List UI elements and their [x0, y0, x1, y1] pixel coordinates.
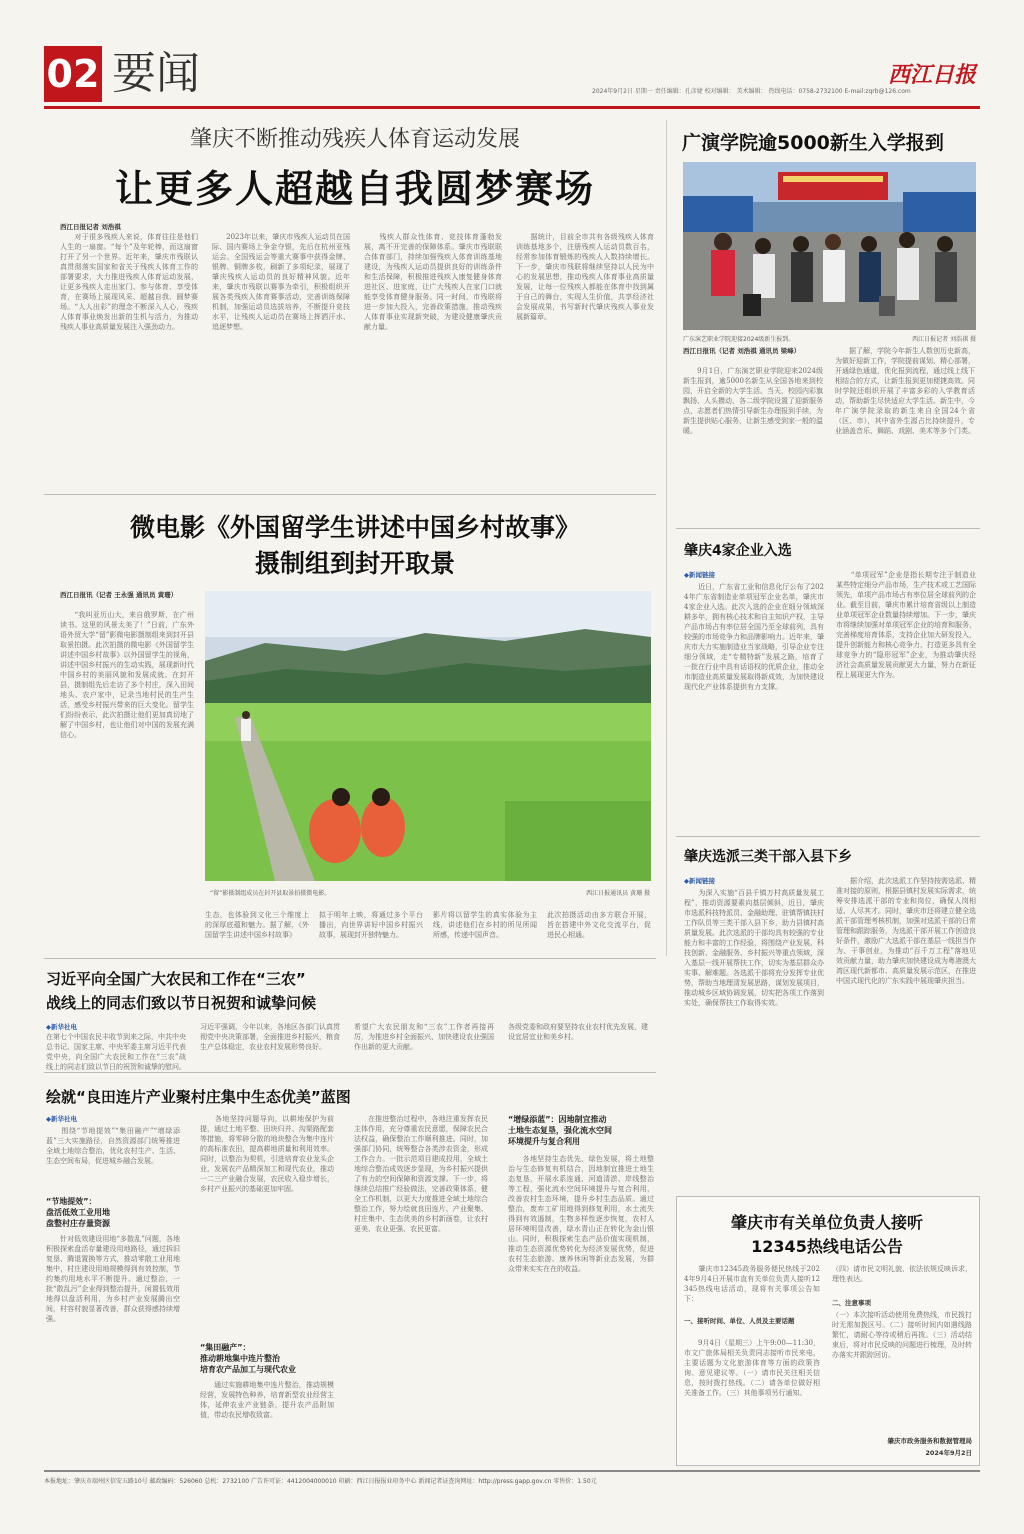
footer-info: 本报地址：肇庆市端州区信安五路10号 邮政编码：526060 总机：2732100 广告许可证：4412004000010 印刷：西江日报报业印务中心 新闻记者证查询网址：http://press.gapp.gov.cn 零售价：1.50元 [44, 1478, 597, 1485]
lead-kicker: 肇庆不断推动残疾人体育运动发展 [189, 127, 520, 152]
film-body-left: 西江日报讯（记者 王永强 通讯员 黄珊） “我叫亚历山大，来自俄罗斯，在广州读书。这里的风景太美了！”日前，广东外语外贸大学“留”影微电影摄制组来到封开县取景拍摄。此次拍摄的微电影《外国留学生讲述中国乡村故事》以外国留学生的视角，讲述中国乡村振兴的生动实践，展现新时代中国乡村的美丽风貌和发展成就。在封开县，摄制组先后走访了多个村庄，深入田间地头、农户家中，记录当地村民的生产生活，感受乡村振兴带来的巨大变化。留学生们纷纷表示，此次拍摄让他们更加真切地了解了中国乡村，也让他们对中国的发展充满信心。 [60, 591, 194, 739]
film-title-line1: 微电影《外国留学生讲述中国乡村故事》 [129, 513, 580, 542]
cadres-title: 肇庆选派三类干部入县下乡 [684, 849, 852, 865]
cadres-body: ◆新闻链接 为深入实施“百县千镇万村高质量发展工程”，推动资源要素向基层倾斜，近日，肇庆市选派科技特派员、金融助理、驻镇帮镇扶村工作队员等三类干部入县下乡，助力县镇村高质量发展。此次选派的干部均具有较强的专业能力和丰富的工作经验，将围绕产业发展、科技创新、金融服务、乡村振兴等重点领域，深入基层一线开展帮扶工作，切实为基层群众办实事、解难题。各选派干部将充分发挥专业优势，帮助当地理清发展思路，谋划发展项目，推动城乡区域协调发展，切实把各项工作落到实处，确保帮扶工作取得实效。 据介绍，此次选派工作坚持按需选派、精准对接的原则，根据县镇村发展实际需求，统筹安排选派干部的专业和岗位，确保人岗相适、人尽其才。同时，肇庆市还将建立健全选派干部管理考核机制，加强对选派干部的日常管理和跟踪服务，为选派干部开展工作创造良好条件，激励广大选派干部在基层一线担当作为、干事创业，为推动“百千万工程”落地见效贡献力量，助力肇庆加快建设成为粤港澳大湾区现代新都市、高质量发展示范区，在推进中国式现代化的广东实践中展现肇庆担当。 [684, 877, 976, 1007]
xi-title-line2: 战线上的同志们致以节日祝贺和诚挚问候 [46, 994, 317, 1012]
page-number-badge: 02 [44, 46, 102, 102]
footer-rule [44, 1470, 980, 1472]
guangyan-photo-credit: 西江日报记者 刘浩祺 摄 [912, 336, 976, 343]
film-bottom-rule [44, 958, 656, 959]
film-caption: “留”影摄制组成员在封开县取景拍摄微电影。 [210, 890, 331, 897]
guangyan-caption: 广东演艺职业学院迎接2024级新生报到。 [683, 336, 795, 343]
notice-body: 肇庆市12345政务服务便民热线于2024年9月4日开展市直有关单位负责人接听12345热线电话活动，现将有关事项公告如下： 一、接听时间、单位、人员及主要话题 9月4日（星期三）上午9:00—11:30，市文广旅体局相关负责同志接听市民来电，主要话题为文化旅游体育等方面的政策咨询、意见建议等。（一）请市民关注相关信息，按时拨打热线。（二）请各单位做好相关准备工作。（三）其他事项另行通知。 （四）请市民文明礼貌、依法依规反映诉求，理性表达。 二、注意事项 （一）本次接听活动使用免费热线，市民拨打时无需加拨区号。（二）接听时间内如遇线路繁忙，请耐心等待或稍后再拨。（三）活动结束后，将对市民反映的问题进行梳理，及时转办落实并跟踪回访。 肇庆市政务服务和数据管理局 2024年9月2日 [684, 1265, 972, 1457]
film-title-line2: 摄制组到封开取景 [254, 549, 455, 578]
film-body-bottom: 生态，也体验到文化三个维度上的深厚底蕴和魅力。据了解，《外国留学生讲述中国乡村故事》 拟于明年上映，将通过多个平台播出，向世界讲好中国乡村振兴故事，展现封开独特魅力。 影片将以留学生的真实体验为主线，讲述他们在乡村的所见所闻所感，传递中国声音。 此次拍摄活动由多方联合开展，旨在搭建中外文化交流平台，促进民心相通。 [205, 911, 651, 939]
lead-body: 对于很多残疾人来说，体育往往是他们人生的一扇窗。“每个”及年轮棒，而这扇窗打开了另一个世界。近年来，肇庆市残联认真贯彻落实国家和省关于残疾人体育工作的部署要求，大力推进残疾人体育运动发展，让更多残疾人走出家门、参与体育、享受体育，在赛场上展现风采、超越自我、圆梦赛场。“人人出彩”的理念不断深入人心，残疾人体育事业焕发出新的生机与活力，为推动残疾人事业高质量发展注入强劲动力。 2023年以来，肇庆市残疾人运动员在国际、国内赛场上争金夺银，先后在杭州亚残运会、全国残运会等重大赛事中获得金牌、银牌、铜牌多枚，刷新了多项纪录，展现了肇庆残疾人运动员的良好精神风貌。近年来，肇庆市残联以赛事为牵引，积极组织开展各类残疾人体育赛事活动，完善训练保障机制，加强运动员选拔培养，不断提升竞技水平，让残疾人运动员在赛场上挥洒汗水、追逐梦想。 残疾人群众性体育、竞技体育蓬勃发展，离不开完善的保障体系。肇庆市残联联合体育部门，持续加强残疾人体育训练基地建设，为残疾人运动员提供良好的训练条件和生活保障，积极推进残疾人康复健身体育进社区、进家庭，让广大残疾人在家门口就能享受体育健身服务。同一时间，市残联将进一步加大投入，完善政策措施，推动残疾人体育事业实现新突破，为建设健康肇庆贡献力量。 据统计，目前全市共有各级残疾人体育训练基地多个，注册残疾人运动员数百名，经常参加体育锻炼的残疾人人数持续增长。下一步，肇庆市残联将继续坚持以人民为中心的发展思想，推动残疾人体育事业高质量发展，让每一位残疾人都能在体育中找到属于自己的舞台，实现人生价值，共享经济社会发展成果，书写新时代肇庆残疾人事业发展新篇章。 [60, 233, 654, 331]
lead-byline: 西江日报记者 刘浩祺 [60, 223, 121, 231]
xi-title-line1: 习近平向全国广大农民和工作在“三农” [46, 970, 306, 988]
masthead-logo: 西江日报 [888, 62, 977, 88]
farm-subhead-2: “集田融产”： 推动耕地集中连片整治 培育农产品加工与现代农业 [200, 1343, 296, 1374]
film-photo-credit: 西江日报通讯员 黄珊 摄 [586, 890, 650, 897]
notice-item-1: 一、接听时间、单位、人员及主要话题 [684, 1317, 795, 1325]
lead-bottom-rule [44, 494, 656, 495]
film-photo [205, 591, 651, 881]
farm-subhead-1: “节地提效”： 盘活低效工业用地 盘整村庄存量资源 [46, 1197, 110, 1228]
xi-bottom-rule [44, 1072, 656, 1073]
column-divider [666, 120, 667, 956]
farm-subhead-3: “增绿添蓝”：因地制宜推动 土地生态复垦，强化流水空间 环境提升与复合利用 [508, 1115, 612, 1146]
notice-title-line2: 12345热线电话公告 [751, 1237, 903, 1256]
guangyan-bottom-rule [676, 528, 980, 529]
notice-item-2: 二、注意事项 [832, 1299, 871, 1307]
header-meta: 2024年9月2日 星期一 责任编辑：孔彦婕 校对编辑： 美术编辑： 热线电话：0758-2732100 E-mail:zqrb@126.com [592, 88, 911, 95]
notice-signature-date: 2024年9月2日 [925, 1449, 972, 1457]
farm-body: ◆新华社电 围绕“节地提效”“集田融产”“增绿添蓝”三大实施路径，自然资源部门统筹推进全域土地综合整治，优化农村生产、生活、生态空间布局，促进城乡融合发展。 “节地提效”： 盘活低效工业用地 盘整村庄存量资源 针对低效建设用地“多散乱”问题，各地积极探索盘活存量建设用地路径，通过拆旧复垦、腾退置换等方式，推动零散工业用地集中，村庄建设用地规模得到有效控制，节约集约用地水平不断提升。通过整治，一批“散乱污”企业得到整治提升，闲置低效用地得以盘活利用，为乡村产业发展腾出空间，村容村貌显著改善，群众获得感持续增强。 各地坚持问题导向，以耕地保护为前提，通过土地平整、田块归并、沟渠路配套等措施，将零碎分散的地块整合为集中连片的高标准农田，提高耕地质量和利用效率。同时，以整治为契机，引进培育农业龙头企业，发展农产品精深加工和现代农业，推动一二三产业融合发展，农民收入稳步增长，乡村产业振兴的基础更加牢固。 “集田融产”： 推动耕地集中连片整治 培育农产品加工与现代农业 通过实施耕地集中连片整治，推动规模经营，发展特色种养，培育新型农业经营主体，延伸农业产业链条，提升农产品附加值，带动农民增收致富。 在推进整治过程中，各地注重发挥农民主体作用，充分尊重农民意愿，保障农民合法权益，确保整治工作顺利推进。同时，加强部门协同，统筹整合各类涉农资金，形成工作合力。一批示范项目建成投用，全域土地综合整治成效逐步显现，为乡村振兴提供了有力的空间保障和资源支撑。下一步，将继续总结推广经验做法，完善政策体系，健全工作机制，以更大力度推进全域土地综合整治工作，努力绘就良田连片、产业聚集、村庄集中、生态优美的乡村新画卷，让农村更美、农业更强、农民更富。 “增绿添蓝”：因地制宜推动 土地生态复垦，强化流水空间 环境提升与复合利用 各地坚持生态优先、绿色发展，将土地整治与生态修复有机结合，因地制宜推进土地生态复垦，开展水系连通、河道清淤、岸线整治等工程，强化流水空间环境提升与复合利用，改善农村生态环境，提升乡村生态品质。通过整治，废弃工矿用地得到修复利用，水土流失得到有效遏制，生物多样性逐步恢复，农村人居环境明显改善，绿水青山正在转化为金山银山。同时，积极探索生态产品价值实现机制，推动生态资源优势转化为经济发展优势，促进农村生态旅游、康养休闲等新业态发展，为群众带来实实在在的收益。 [46, 1114, 658, 1462]
enterprises-body: ◆新闻链接 近日，广东省工业和信息化厅公布了2024年广东省制造业单项冠军企业名单，肇庆市4家企业入选。此次入选的企业在细分领域深耕多年，拥有核心技术和自主知识产权，主导产品市场占有率位居全国乃至全球前列，具有较强的市场竞争力和品牌影响力。近年来，肇庆市大力实施制造业当家战略，引导企业专注细分领域，走“专精特新”发展之路，培育了一批在行业中具有话语权的优质企业，推动全市制造业高质量发展取得新成效，为加快建设现代化产业体系提供有力支撑。 “单项冠军”企业是指长期专注于制造业某些特定细分产品市场，生产技术或工艺国际领先，单项产品市场占有率位居全球前列的企业。截至目前，肇庆市累计培育省级以上制造业单项冠军企业数量持续增加。下一步，肇庆市将继续加强对单项冠军企业的培育和服务，完善梯度培育体系，支持企业加大研发投入，提升创新能力和核心竞争力，打造更多具有全球竞争力的“隐形冠军”企业，为推动肇庆经济社会高质量发展贡献更大力量，努力在新征程上展现更大作为。 [684, 571, 976, 691]
enterprises-title: 肇庆4家企业入选 [684, 543, 792, 559]
enterprises-bottom-rule [676, 836, 980, 837]
lead-title: 让更多人超越自我圆梦赛场 [114, 167, 595, 211]
section-title: 要闻 [112, 48, 200, 99]
guangyan-photo [683, 162, 976, 330]
notice-signature-org: 肇庆市政务服务和数据管理局 [887, 1437, 972, 1445]
guangyan-body: 西江日报讯（记者 刘浩祺 通讯员 梁峰） 9月1日，广东演艺职业学院迎来2024级新生报到，逾5000名新生从全国各地来到校园，开启全新的大学生活。当天，校园内彩旗飘扬、人头攒动，各二级学院设置了迎新服务点，志愿者们热情引导新生办理报到手续，为新生提供贴心服务，让新生感受到家一般的温暖。 据了解，学院今年新生人数创历史新高，为做好迎新工作，学院提前谋划、精心部署，开通绿色通道，优化报到流程，通过线上线下相结合的方式，让新生报到更加便捷高效。同时学院还组织开展了丰富多彩的入学教育活动，帮助新生尽快适应大学生活。新生中，今年广演学院录取的新生来自全国24个省（区、市），其中省外生源占比持续提升，专业涵盖音乐、舞蹈、戏剧、美术等多个门类。 [683, 347, 975, 435]
notice-title-line1: 肇庆市有关单位负责人接听 [730, 1213, 923, 1232]
guangyan-title: 广演学院逾5000新生入学报到 [682, 132, 944, 154]
header-rule [44, 106, 980, 109]
xi-body: ◆新华社电 在第七个中国农民丰收节到来之际，中共中央总书记、国家主席、中央军委主席习近平代表党中央，向全国广大农民和工作在“三农”战线上的同志们致以节日的祝贺和诚挚的慰问。 习近平强调，今年以来，各地区各部门认真贯彻党中央决策部署，全面推进乡村振兴，粮食生产总体稳定，农业农村发展形势良好。 希望广大农民朋友和“三农”工作者再接再厉，为推进乡村全面振兴、加快建设农业强国作出新的更大贡献。 各级党委和政府要坚持农业农村优先发展，建设宜居宜业和美乡村。 [46, 1023, 648, 1071]
farm-title: 绘就“良田连片产业聚村庄集中生态优美”蓝图 [46, 1088, 351, 1106]
